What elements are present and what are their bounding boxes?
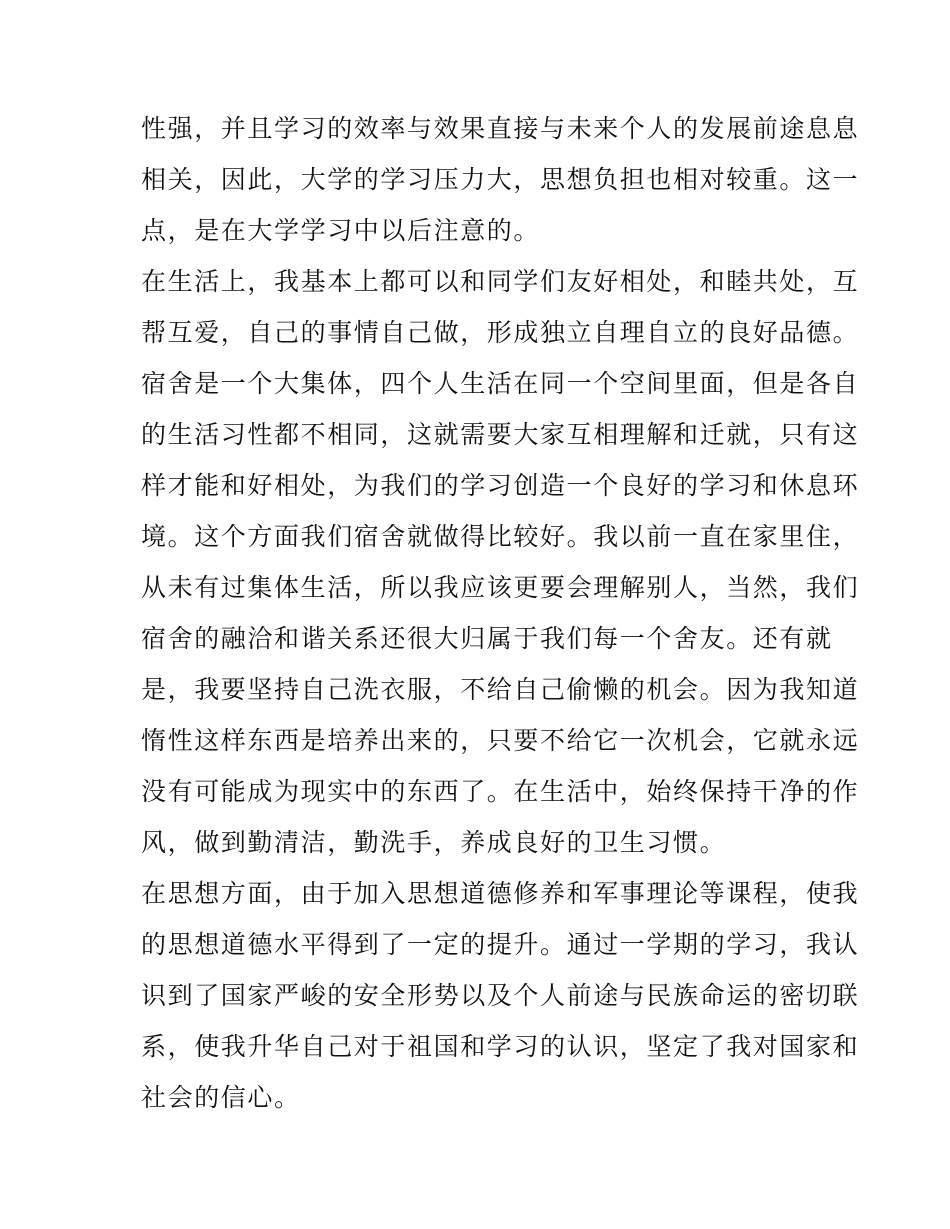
text-line-4: 在生活上，我基本上都可以和同学们友好相处，和睦共处，互 xyxy=(141,267,860,296)
text-line-8: 样才能和好相处，为我们的学习创造一个良好的学习和休息环 xyxy=(141,471,860,500)
text-line-16: 在思想方面，由于加入思想道德修养和军事理论等课程，使我 xyxy=(141,879,860,908)
text-line-14: 没有可能成为现实中的东西了。在生活中，始终保持干净的作 xyxy=(141,777,860,806)
text-line-11: 宿舍的融洽和谐关系还很大归属于我们每一个舍友。还有就 xyxy=(141,624,833,653)
text-line-19: 系，使我升华自己对于祖国和学习的认识，坚定了我对国家和 xyxy=(141,1032,860,1061)
text-line-18: 识到了国家严峻的安全形势以及个人前途与民族命运的密切联 xyxy=(141,981,860,1010)
text-line-15: 风，做到勤清洁，勤洗手，养成良好的卫生习惯。 xyxy=(141,828,727,857)
text-line-2: 相关，因此，大学的学习压力大，思想负担也相对较重。这一 xyxy=(141,165,860,194)
text-line-20: 社会的信心。 xyxy=(141,1083,301,1112)
text-line-5: 帮互爱，自己的事情自己做，形成独立自理自立的良好品德。 xyxy=(141,318,860,347)
text-line-1: 性强，并且学习的效率与效果直接与未来个人的发展前途息息 xyxy=(141,114,860,143)
text-line-7: 的生活习性都不相同，这就需要大家互相理解和迁就，只有这 xyxy=(141,420,860,449)
text-line-17: 的思想道德水平得到了一定的提升。通过一学期的学习，我认 xyxy=(141,930,860,959)
text-line-3: 点，是在大学学习中以后注意的。 xyxy=(141,216,541,245)
text-line-13: 惰性这样东西是培养出来的，只要不给它一次机会，它就永远 xyxy=(141,726,860,755)
text-line-12: 是，我要坚持自己洗衣服，不给自己偷懒的机会。因为我知道 xyxy=(141,675,860,704)
text-line-6: 宿舍是一个大集体，四个人生活在同一个空间里面，但是各自 xyxy=(141,369,860,398)
text-line-10: 从未有过集体生活，所以我应该更要会理解别人，当然，我们 xyxy=(141,573,860,602)
text-line-9: 境。这个方面我们宿舍就做得比较好。我以前一直在家里住， xyxy=(141,522,860,551)
